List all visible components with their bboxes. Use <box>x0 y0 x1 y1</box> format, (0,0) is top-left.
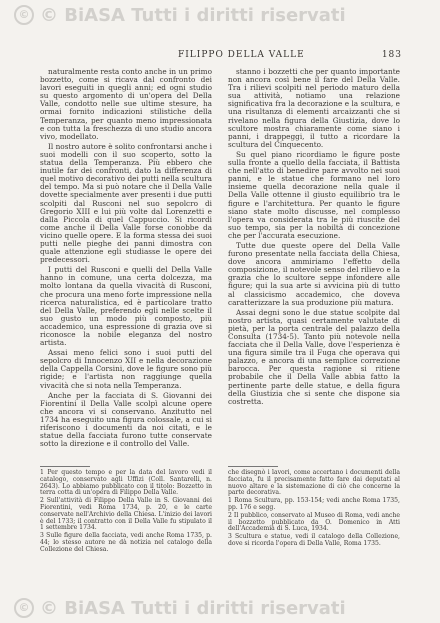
footnote: 3 Scultura e statue, vedi il catalogo della Collezione, dove si ricorda l'opera di Della Valle, Roma 1735. <box>228 533 400 547</box>
paragraph: Tutte due queste opere del Della Valle furono presentate nella facciata della Chiesa, dove ancora ammiriamo l'effetto della composizione, il notevole senso del rilievo e la grazia che lo scultore seppe infondere alle figure; qui la sua arte si avvicina più di tutto al classicismo accademico, che doveva caratterizzare la sua produzione più matura. <box>228 240 400 307</box>
watermark-text: © BiASA Tutti i diritti riservati <box>40 597 346 619</box>
watermark-bottom <box>14 597 426 619</box>
footnotes-right <box>228 470 400 549</box>
footnote-rule-left <box>40 466 90 467</box>
body-column-right <box>228 68 400 408</box>
footnote-rule-right <box>228 466 278 467</box>
footnote: che disegnò i lavori, come accertano i documenti della facciata, fu il precisamente fatto fare dai deputati al nuovo altare e la sistemazione di ciò che concerne la parte decorativa. <box>228 469 400 497</box>
footnote: 1 Roma Scultura, pp. 153-154; vedi anche Roma 1735, pp. 176 e segg. <box>228 497 400 511</box>
watermark-text: © BiASA Tutti i diritti riservati <box>40 4 346 26</box>
watermark-top <box>14 4 426 26</box>
running-head <box>40 50 402 64</box>
copyright-icon: © <box>14 598 34 618</box>
page-number: 183 <box>381 50 402 60</box>
footnote: 2 Il pubblico, conservato al Museo di Roma, vedi anche il bozzetto pubblicato da O. Domenico in Atti dell'Accademia di S. Luca, 1934. <box>228 511 400 533</box>
paragraph: stanno i bozzetti che per quanto importante non ancora così bene il fare del Della Valle. Tra i rilievi scolpiti nel periodo maturo della sua attività, notiamo una relazione significativa fra la decorazione e la scultura, e una risultanza di elementi arcaizzanti che si rivelano nella figura della Giustizia, dove lo scultore mostra chiaramente come siano i panni, i drappeggi, il tutto a ricordare la scultura del Cinquecento. <box>228 67 400 149</box>
body-column-left <box>40 68 212 450</box>
paragraph: Assai meno felici sono i suoi putti del sepolcro di Innocenzo XII e nella decorazione della Cappella Corsini, dove le figure sono più rigide; e l'artista non raggiunge quella vivacità che si nota nella Temperanza. <box>40 348 212 390</box>
paragraph: Su quel piano ricordiamo le figure poste sulla fronte a quello della facciata, il Battista che nell'atto di benedire pare avvolto nei suoi panni, e le statue che formano nel loro insieme quella decorazione nella quale il Della Valle ottenne il giusto equilibrio tra le figure e l'architettura. Per quanto le figure siano state molto discusse, nel complesso l'opera va considerata tra le più riuscite del suo tempo, sia per la nobiltà di concezione che per l'accurata esecuzione. <box>228 149 400 240</box>
paragraph: Il nostro autore è solito confrontarsi anche i suoi modelli con il suo scoperto, sotto la statua della Temperanza. Più ebbero che inutile far dei confronti, dato la differenza di quel motivo decorativo dei putti nella scultura del tempo. Ma si può notare che il Della Valle dovette specialmente aver presenti i due putti scolpiti dal Rusconi nel suo sepolcro di Gregorio XIII e lui più volte dal Lorenzetti e dalla Piccola di quel Cappuccio. Si ricordi come anche il Della Valle forse conobbe da vicino quelle opere. E la forma stessa dei suoi putti nelle pieghe dei panni dimostra con quale attenzione egli studiasse le opere dei predecessori. <box>40 141 212 265</box>
paragraph: Anche per la facciata di S. Giovanni dei Fiorentini il Della Valle scolpì alcune opere che ancora vi si conservano. Anzitutto nel 1734 ha eseguito una figura colossale, a cui si riferiscono i documenti da noi citati, e le statue della facciata furono tutte conservate sotto la direzione e il controllo del Valle. <box>40 390 212 449</box>
footnote: 1 Per questo tempo e per la data del lavoro vedi il catalogo, conservato agli Uffizi (Coll. Santarelli, n. 2643). Lo abbiamo pubblicato con il titolo: Bozzetto in terra cotta di un'opera di Filippo Della Valle. <box>40 469 212 497</box>
copyright-icon: © <box>14 5 34 25</box>
paragraph: naturalmente resta conto anche in un primo bozzetto, come si ricava dal confronto dei lavori eseguiti in quegli anni; ed ogni studio su questo argomento di un'opera del Della Valle, condotto nelle sue ultime stesure, ha ormai fornito indicazioni stilistiche della Temperanza, per quanto meno impressionata e con tutta la freschezza di uno studio ancora vivo, modellato. <box>40 67 212 141</box>
footnote: 2 Sull'attività di Filippo Della Valle in S. Giovanni dei Fiorentini, vedi Roma 1734, p. 20, e le carte conservate nell'Archivio della Chiesa. L'inizio dei lavori è del 1733; il contratto con il Della Valle fu stipulato il 1 settembre 1734. <box>40 497 212 532</box>
footnotes-left <box>40 470 212 555</box>
footnote: 3 Sulle figure della facciata, vedi anche Roma 1735, p. 44; lo stesso autore ne dà notizia nel catalogo della Collezione del Chiesa. <box>40 532 212 553</box>
running-head-title: FILIPPO DELLA VALLE <box>178 50 305 60</box>
paragraph: I putti del Rusconi e quelli del Della Valle hanno in comune, una certa dolcezza, ma molto lontana da quella vivacità di Rusconi, che procura una meno forte impressione nella ricerca naturalistica, ed è particolare tratto del Della Valle, preferendo egli nelle scelte il suo gusto un modo più composto, più accademico, una espressione di grazia ove si riconosce la nobile eleganza del nostro artista. <box>40 265 212 348</box>
paragraph: Assai degni sono le due statue scolpite dal nostro artista, quasi certamente valutate di pietà, per la porta centrale del palazzo della Consulta (1734-5). Tanto più notevole nella facciata che il Della Valle, dove l'esperienza è una figura simile tra il Fuga che operava qui palazzo, e ancora di una semplice correzione barocca. Per questa ragione si ritiene probabile che il Della Valle abbia fatto la pertinente parte delle statue, e della figura della Giustizia che si sente che dispone sia costretta. <box>228 307 400 406</box>
